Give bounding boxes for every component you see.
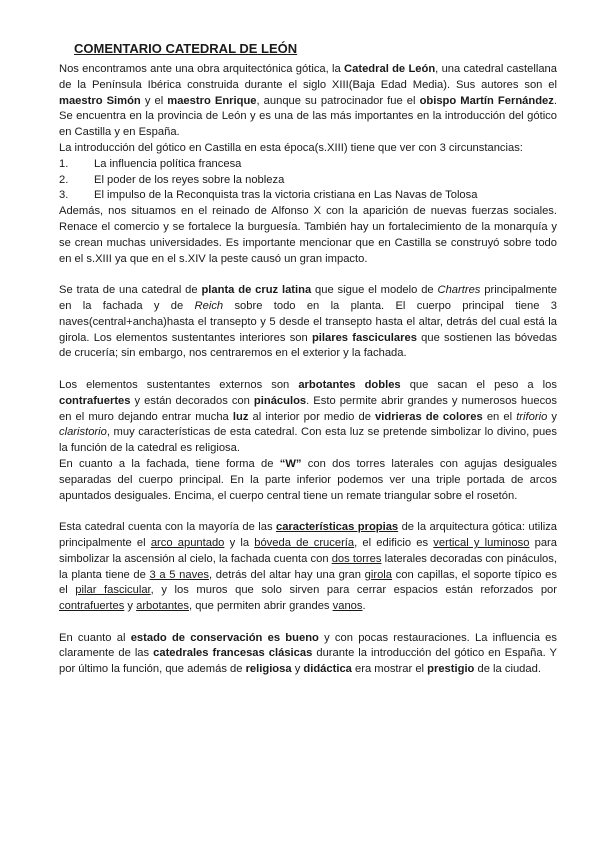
list-item: 3. El impulso de la Reconquista tras la victoria cristiana en Las Navas de Tolosa <box>59 189 478 202</box>
underlined-term: arco apuntado <box>150 536 225 549</box>
bold-term: “W” <box>279 457 302 470</box>
bold-term: arbotantes dobles <box>298 378 401 391</box>
bold-term: contrafuertes <box>59 394 131 407</box>
bold-term: Catedral de León <box>344 63 436 75</box>
paragraph-facade: En cuanto a la fachada, tiene forma de “W” con dos torres laterales con agujas desiguales separadas del cuerpo principal. En la parte inferior podemos ver una triple portada de arcos apuntados desiguales. Encima, el cuerpo central tiene un remate triangular sobre el rosetón. <box>59 457 557 502</box>
italic-term: Chartres <box>437 284 481 297</box>
underlined-term: 3 a 5 naves <box>149 568 210 581</box>
document-body <box>59 62 557 678</box>
paragraph-characteristics: Esta catedral cuenta con la mayoría de las características propias de la arquitectura gótica: utiliza principalmente el arco apuntado y la bóveda de crucería, el edificio es vertical y luminoso para simbolizar la ascensión al cielo, la fachada cuenta con dos torres laterales decoradas con pináculos, la planta tiene de 3 a 5 naves, detrás del altar hay una gran girola con capillas, el soporte típico es el pilar fascicular, y los muros que solo sirven para cerrar espacios están reforzados por contrafuertes y arbotantes, que permiten abrir grandes vanos. <box>59 521 558 613</box>
underlined-term: bóveda de crucería <box>254 536 355 549</box>
underlined-term: contrafuertes <box>59 600 125 613</box>
bold-term: maestro Enrique <box>167 94 257 107</box>
underlined-term: pilar fascicular <box>75 584 151 597</box>
bold-term: estado de conservación es bueno <box>130 631 319 644</box>
document-title: COMENTARIO CATEDRAL DE LEÓN <box>74 41 298 56</box>
paragraph-conclusion: En cuanto al estado de conservación es bueno y con pocas restauraciones. La influencia es claramente de las catedrales francesas clásicas durante la introducción del gótico en España. Y por último la función, que además de religiosa y didáctica era mostrar el prestigio de la ciudad. <box>59 631 558 676</box>
paragraph-plan: Se trata de una catedral de planta de cruz latina que sigue el modelo de Chartres principalmente en la fachada y de Reich sobre todo en la planta. El cuerpo principal tiene 3 naves(central+ancha)hasta el transepto y 5 desde el transepto hasta el altar, detrás del cual está la girola. Los elementos sustentantes interiores son pilares fasciculares que sostienen las bóvedas de crucería; sin embargo, nos centraremos en el exterior y la fachada. <box>59 284 558 360</box>
underlined-term: arbotantes <box>136 600 189 613</box>
bold-term: pináculos <box>253 394 307 407</box>
underlined-term: vanos <box>332 600 363 613</box>
bold-term: luz <box>232 410 249 423</box>
bold-term: pilares fasciculares <box>311 331 417 344</box>
italic-term: claristorio <box>59 426 107 439</box>
bold-term: vidrieras de colores <box>375 410 483 423</box>
underlined-bold-term: características propias <box>275 521 399 534</box>
bold-term: prestigio <box>427 663 475 676</box>
paragraph-supports: Los elementos sustentantes externos son arbotantes dobles que sacan el peso a los contrafuertes y están decorados con pináculos. Esto permite abrir grandes y numerosos huecos en el muro dejando entrar mucha luz al interior por medio de vidrieras de colores en el triforio y claristorio, muy características de esta catedral. Con esta luz se pretende simbolizar lo divino, pues la función de la catedral es religiosa. <box>59 378 557 455</box>
list-item: 1. La influencia política francesa <box>59 157 242 170</box>
bold-term: catedrales francesas clásicas <box>153 647 313 660</box>
underlined-term: vertical y luminoso <box>433 536 530 549</box>
underlined-term: dos torres <box>331 552 382 565</box>
paragraph-context: Además, nos situamos en el reinado de Alfonso X con la aparición de nuevas fuerzas sociales. Renace el comercio y se fortalece la burguesía. También hay un fortalecimiento de la monarquía y se crean muchas universidades. Es importante mencionar que en Castilla se construyó sobre todo en el s.XIII ya que en el s.XIV la peste causó un gran impacto. <box>59 205 557 265</box>
circumstances-list <box>59 157 557 204</box>
paragraph-circumstances: La introducción del gótico en Castilla en esta época(s.XIII) tiene que ver con 3 circunstancias: <box>59 141 523 154</box>
bold-term: obispo Martín Fernández <box>419 94 554 107</box>
bold-term: planta de cruz latina <box>201 284 312 297</box>
italic-term: Reich <box>194 299 224 312</box>
bold-term: religiosa <box>245 663 292 676</box>
italic-term: triforio <box>516 410 548 423</box>
list-item: 2. El poder de los reyes sobre la nobleza <box>59 173 285 186</box>
bold-term: maestro Simón <box>59 94 141 107</box>
paragraph-intro: Nos encontramos ante una obra arquitectónica gótica, la Catedral de León, una catedral castellana de la Península Ibérica construida durante el siglo XIII(Baja Edad Media). Sus autores son el maestro Simón y el maestro Enrique, aunque su patrocinador fue el obispo Martín Fernández. Se encuentra en la provincia de León y es una de las más importantes en la introducción del gótico en Castilla y en España. <box>59 63 557 139</box>
underlined-term: girola <box>364 568 393 581</box>
bold-term: didáctica <box>303 663 352 676</box>
